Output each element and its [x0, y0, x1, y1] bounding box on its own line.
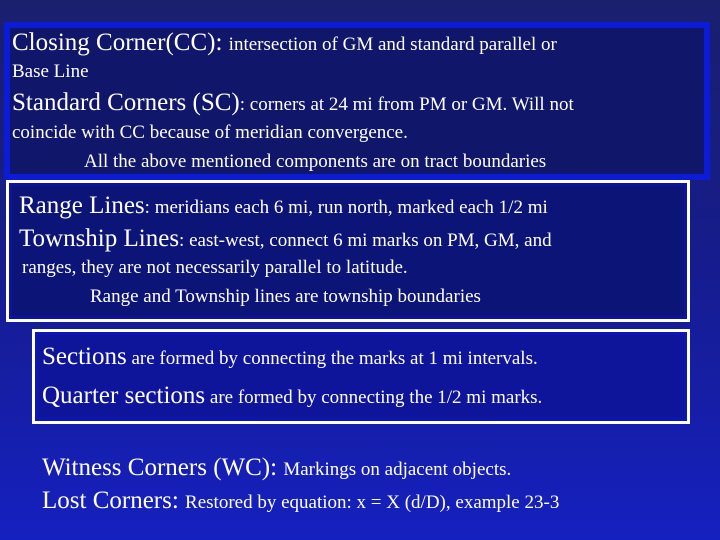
township-lines-text: : east-west, connect 6 mi marks on PM, GM, and: [179, 230, 552, 251]
sections-line: [42, 344, 538, 369]
witness-corners-term: Witness Corners (WC):: [42, 454, 284, 481]
quarter-sections-term: Quarter sections: [42, 382, 206, 409]
sections-term: Sections: [42, 343, 127, 370]
tract-boundaries-note: All the above mentioned components are on tract boundaries: [84, 151, 547, 172]
closing-corner-text: intersection of GM and standard parallel or: [228, 34, 557, 55]
lost-corners-line: [42, 488, 559, 513]
closing-corner-term: Closing Corner(CC):: [12, 29, 229, 56]
range-lines-text: : meridians each 6 mi, run north, marked each 1/2 mi: [144, 197, 548, 218]
base-line-text: Base Line: [12, 61, 89, 82]
lost-corners-text: Restored by equation: x = X (d/D), example 23-3: [185, 492, 560, 513]
township-boundaries-note: Range and Township lines are township boundaries: [90, 286, 481, 307]
range-lines-line: [19, 193, 548, 218]
standard-corners-line: [12, 90, 574, 115]
witness-corners-text: Markings on adjacent objects.: [283, 459, 512, 480]
standard-corners-term: Standard Corners (SC): [12, 89, 240, 116]
lost-corners-term: Lost Corners:: [42, 487, 186, 514]
standard-corners-text: : corners at 24 mi from PM or GM. Will not: [239, 94, 574, 115]
township-lines-line: [19, 226, 552, 251]
latitude-text: ranges, they are not necessarily parallel to latitude.: [22, 257, 408, 278]
closing-corner-line: [12, 30, 557, 55]
township-lines-term: Township Lines: [19, 225, 180, 252]
sections-text: are formed by connecting the marks at 1 mi intervals.: [126, 348, 538, 369]
convergence-text: coincide with CC because of meridian convergence.: [12, 122, 408, 143]
quarter-sections-line: [42, 383, 542, 408]
range-lines-term: Range Lines: [19, 192, 145, 219]
witness-corners-line: [42, 455, 511, 480]
quarter-sections-text: are formed by connecting the 1/2 mi marks.: [205, 387, 543, 408]
